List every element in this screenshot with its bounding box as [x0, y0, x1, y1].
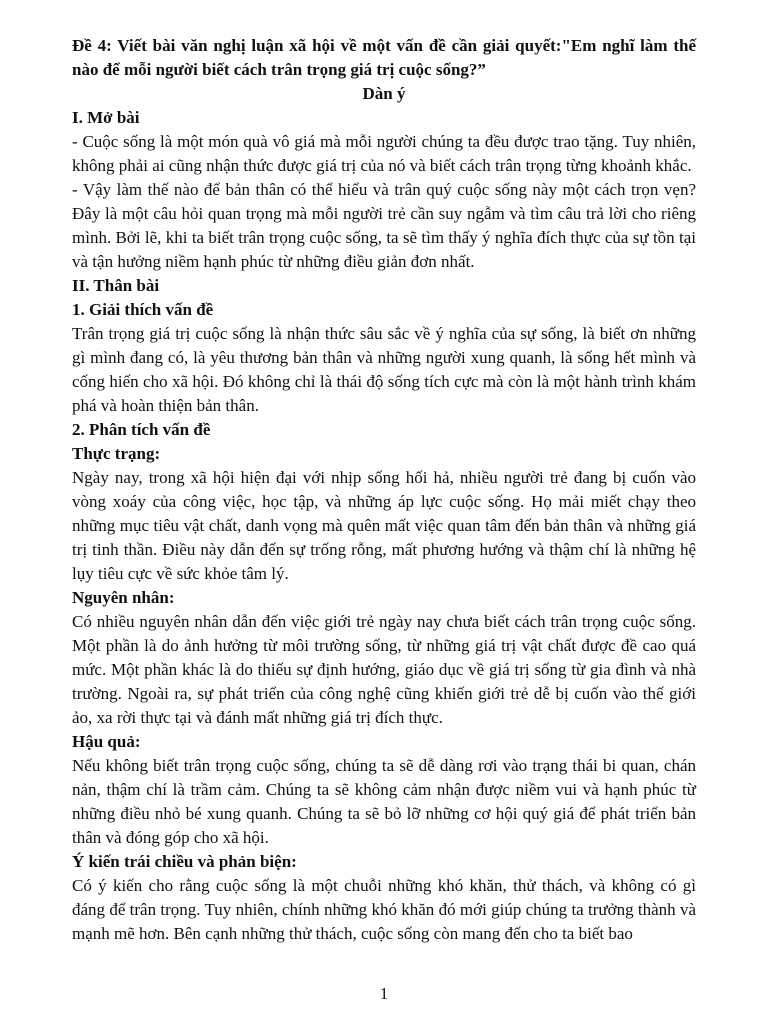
consequence-paragraph: Nếu không biết trân trọng cuộc sống, chúng ta sẽ dễ dàng rơi vào trạng thái bi quan, chán nản, thậm chí là trầm cảm. Chúng ta sẽ không cảm nhận được niềm vui và hạnh phúc từ những điều nhỏ bé xung quanh. Chúng ta sẽ bỏ lỡ những cơ hội quý giá để phát triển bản thân và đóng góp cho xã hội. [72, 756, 696, 847]
subheading-analysis: 2. Phân tích vấn đề [72, 420, 211, 439]
label-consequence: Hậu quả: [72, 732, 141, 751]
explanation-paragraph: Trân trọng giá trị cuộc sống là nhận thức sâu sắc về ý nghĩa của sự sống, là biết ơn những gì mình đang có, là yêu thương bản thân và những người xung quanh, là sống hết mình và cống hiến cho xã hội. Đó không chỉ là thái độ sống tích cực mà còn là một hành trình khám phá và hoàn thiện bản thân. [72, 324, 696, 415]
label-counterargument: Ý kiến trái chiều và phản biện: [72, 852, 297, 871]
section-heading-intro: I. Mở bài [72, 108, 140, 127]
subheading-explanation: 1. Giải thích vấn đề [72, 300, 214, 319]
document-page [72, 34, 696, 946]
section-heading-body: II. Thân bài [72, 276, 160, 295]
reality-paragraph: Ngày nay, trong xã hội hiện đại với nhịp sống hối hả, nhiều người trẻ đang bị cuốn vào vòng xoáy của công việc, học tập, và những áp lực cuộc sống. Họ mải miết chạy theo những mục tiêu vật chất, danh vọng mà quên mất việc quan tâm đến bản thân và những giá trị tinh thần. Điều này dẫn đến sự trống rỗng, mất phương hướng và thậm chí là những hệ lụy tiêu cực về sức khỏe tâm lý. [72, 468, 696, 583]
intro-paragraph-2: - Vậy làm thế nào để bản thân có thể hiểu và trân quý cuộc sống này một cách trọn vẹn? Đây là một câu hỏi quan trọng mà mỗi người trẻ cần suy ngẫm và tìm câu trả lời cho riêng mình. Bởi lẽ, khi ta biết trân trọng cuộc sống, ta sẽ tìm thấy ý nghĩa đích thực của sự tồn tại và tận hưởng niềm hạnh phúc từ những điều giản đơn nhất. [72, 180, 696, 271]
label-cause: Nguyên nhân: [72, 588, 175, 607]
intro-paragraph-1: - Cuộc sống là một món quà vô giá mà mỗi người chúng ta đều được trao tặng. Tuy nhiên, không phải ai cũng nhận thức được giá trị của nó và biết cách trân trọng từng khoảnh khắc. [72, 132, 696, 175]
counterargument-paragraph: Có ý kiến cho rằng cuộc sống là một chuỗi những khó khăn, thử thách, và không có gì đáng để trân trọng. Tuy nhiên, chính những khó khăn đó mới giúp chúng ta trưởng thành và mạnh mẽ hơn. Bên cạnh những thử thách, cuộc sống còn mang đến cho ta biết bao [72, 876, 696, 943]
label-reality: Thực trạng: [72, 444, 161, 463]
page-number: 1 [379, 984, 389, 1003]
document-title: Đề 4: Viết bài văn nghị luận xã hội về một vấn đề cần giải quyết:"Em nghĩ làm thế nào để mỗi người biết cách trân trọng giá trị cuộc sống?” [72, 36, 696, 79]
outline-heading: Dàn ý [362, 84, 406, 103]
cause-paragraph: Có nhiều nguyên nhân dẫn đến việc giới trẻ ngày nay chưa biết cách trân trọng cuộc sống. Một phần là do ảnh hưởng từ môi trường sống, từ những giá trị vật chất được đề cao quá mức. Một phần khác là do thiếu sự định hướng, giáo dục về giá trị sống từ gia đình và nhà trường. Ngoài ra, sự phát triển của công nghệ cũng khiến giới trẻ dễ bị cuốn vào thế giới ảo, xa rời thực tại và đánh mất những giá trị đích thực. [72, 612, 696, 727]
